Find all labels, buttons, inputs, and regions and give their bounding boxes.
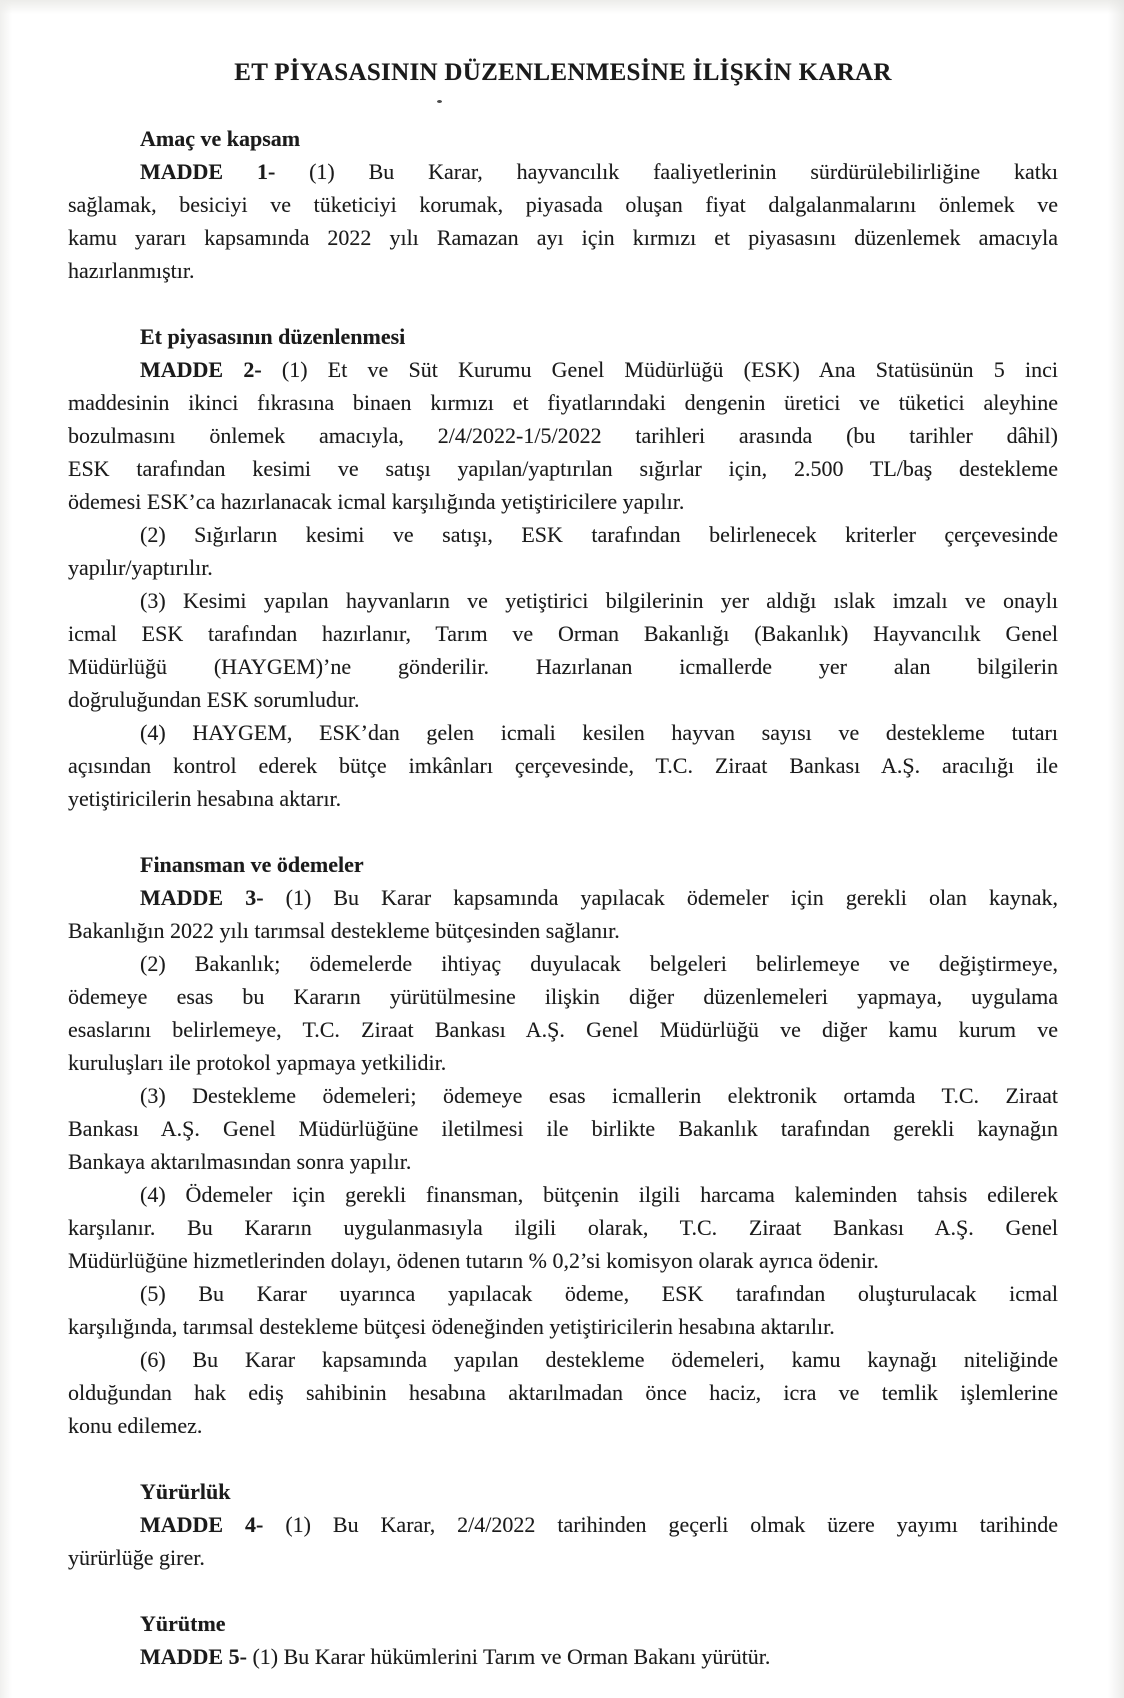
scan-edge-top	[0, 0, 1124, 14]
paragraph-line: sağlamak, besiciyi ve tüketiciyi korumak, piyasada oluşan fiyat dalgalanmalarını önlemek ve	[68, 192, 1058, 217]
paragraph	[68, 1640, 1058, 1673]
paragraph-line: (5) Bu Karar uyarınca yapılacak ödeme, ESK tarafından oluşturulacak icmal	[140, 1281, 1058, 1306]
paragraph-line: yürürlüğe girer.	[68, 1545, 205, 1570]
paragraph-line: (6) Bu Karar kapsamında yapılan destekleme ödemeleri, kamu kaynağı niteliğinde	[140, 1347, 1058, 1372]
paragraph-line: Müdürlüğüne hizmetlerinden dolayı, ödenen tutarın % 0,2’si komisyon olarak ayrıca ödenir.	[68, 1248, 879, 1273]
madde-label: MADDE 4-	[140, 1512, 264, 1537]
paragraph	[68, 518, 1058, 584]
paragraph	[68, 1277, 1058, 1343]
paragraph-line: ödemeye esas bu Kararın yürütülmesine ilişkin diğer düzenlemeleri yapmaya, uygulama	[68, 984, 1058, 1009]
paragraph-line: (4) HAYGEM, ESK’dan gelen icmali kesilen hayvan sayısı ve destekleme tutarı	[140, 720, 1058, 745]
paragraph-line: kamu yararı kapsamında 2022 yılı Ramazan ayı için kırmızı et piyasasını düzenlemek amacıyla	[68, 225, 1058, 250]
paragraph-line	[68, 155, 1058, 188]
paragraph-line: açısından kontrol ederek bütçe imkânları çerçevesinde, T.C. Ziraat Bankası A.Ş. aracılığı ile	[68, 753, 1058, 778]
paragraph-line: yapılır/yaptırılır.	[68, 555, 213, 580]
paragraph	[68, 716, 1058, 815]
document-page	[68, 56, 1058, 1673]
madde-label: MADDE 3-	[140, 885, 264, 910]
paragraph-line: doğruluğundan ESK sorumludur.	[68, 687, 360, 712]
paragraph-line	[68, 1508, 1058, 1541]
line-text: (1) Bu Karar hükümlerini Tarım ve Orman Bakanı yürütür.	[252, 1644, 771, 1669]
paragraph-line: Bankası A.Ş. Genel Müdürlüğüne iletilmesi ile birlikte Bakanlık tarafından gerekli kaynağın	[68, 1116, 1058, 1141]
paragraph-line: ödemesi ESK’ca hazırlanacak icmal karşılığında yetiştiricilere yapılır.	[68, 489, 685, 514]
paragraph-line: bozulmasını önlemek amacıyla, 2/4/2022-1/5/2022 tarihleri arasında (bu tarihler dâhil)	[68, 423, 1058, 448]
section-heading: Yürürlük	[140, 1479, 231, 1504]
paragraph-line: (2) Sığırların kesimi ve satışı, ESK tarafından belirlenecek kriterler çerçevesinde	[140, 522, 1058, 547]
line-text: (1) Bu Karar, 2/4/2022 tarihinden geçerli olmak üzere yayımı tarihinde	[285, 1512, 1058, 1537]
line-text: (1) Et ve Süt Kurumu Genel Müdürlüğü (ESK) Ana Statüsünün 5 inci	[281, 357, 1058, 382]
paragraph-line	[68, 1640, 1058, 1673]
paragraph	[68, 1343, 1058, 1442]
document-title: ET PİYASASININ DÜZENLENMESİNE İLİŞKİN KARAR	[234, 59, 892, 86]
section-heading: Finansman ve ödemeler	[140, 852, 364, 877]
paragraph	[68, 947, 1058, 1079]
paragraph-line: icmal ESK tarafından hazırlanır, Tarım ve Orman Bakanlığı (Bakanlık) Hayvancılık Genel	[68, 621, 1058, 646]
paragraph-line: ESK tarafından kesimi ve satışı yapılan/yaptırılan sığırlar için, 2.500 TL/baş destekleme	[68, 456, 1058, 481]
paragraph	[68, 881, 1058, 947]
paragraph	[68, 1178, 1058, 1277]
paragraph-line: maddesinin ikinci fıkrasına binaen kırmızı et fiyatlarındaki dengenin üretici ve tüketici aleyhine	[68, 390, 1058, 415]
paragraph-line: olduğundan hak ediş sahibinin hesabına aktarılmadan önce haciz, icra ve temlik işlemlerine	[68, 1380, 1058, 1405]
line-text: (1) Bu Karar, hayvancılık faaliyetlerinin sürdürülebilirliğine katkı	[309, 159, 1058, 184]
document-body	[68, 122, 1058, 1673]
scan-edge-left	[0, 0, 12, 1698]
paragraph-line: (3) Destekleme ödemeleri; ödemeye esas icmallerin elektronik ortamda T.C. Ziraat	[140, 1083, 1058, 1108]
paragraph-line	[68, 881, 1058, 914]
madde-label: MADDE 2-	[140, 357, 262, 382]
line-text: (1) Bu Karar kapsamında yapılacak ödemeler için gerekli olan kaynak,	[285, 885, 1058, 910]
paragraph-line: yetiştiricilerin hesabına aktarır.	[68, 786, 342, 811]
paragraph-line: (3) Kesimi yapılan hayvanların ve yetiştirici bilgilerinin yer aldığı ıslak imzalı ve onaylı	[140, 588, 1058, 613]
paragraph-line: Bakanlığın 2022 yılı tarımsal destekleme bütçesinden sağlanır.	[68, 918, 620, 943]
paragraph-line: konu edilemez.	[68, 1413, 203, 1438]
paragraph-line: (2) Bakanlık; ödemelerde ihtiyaç duyulacak belgeleri belirlemeye ve değiştirmeye,	[140, 951, 1058, 976]
paragraph-line: karşılanır. Bu Kararın uygulanmasıyla ilgili olarak, T.C. Ziraat Bankası A.Ş. Genel	[68, 1215, 1058, 1240]
paragraph-line: esaslarını belirlemeye, T.C. Ziraat Bankası A.Ş. Genel Müdürlüğü ve diğer kamu kurum ve	[68, 1017, 1058, 1042]
paragraph	[68, 584, 1058, 716]
paragraph	[68, 1079, 1058, 1178]
paragraph-line: hazırlanmıştır.	[68, 258, 195, 283]
section-heading: Amaç ve kapsam	[140, 126, 301, 151]
paragraph	[68, 155, 1058, 287]
paragraph-line: Müdürlüğü (HAYGEM)’ne gönderilir. Hazırlanan icmallerde yer alan bilgilerin	[68, 654, 1058, 679]
madde-label: MADDE 1-	[140, 159, 276, 184]
scan-edge-right	[1108, 0, 1124, 1698]
paragraph-line	[68, 353, 1058, 386]
paragraph	[68, 353, 1058, 518]
section-heading: Et piyasasının düzenlenmesi	[140, 324, 406, 349]
paragraph	[68, 1508, 1058, 1574]
paragraph-line: kuruluşları ile protokol yapmaya yetkilidir.	[68, 1050, 447, 1075]
paragraph-line: (4) Ödemeler için gerekli finansman, bütçenin ilgili harcama kaleminden tahsis edilerek	[140, 1182, 1058, 1207]
madde-label: MADDE 5-	[140, 1644, 247, 1669]
section-heading: Yürütme	[140, 1611, 226, 1636]
paragraph-line: karşılığında, tarımsal destekleme bütçesi ödeneğinden yetiştiricilerin hesabına aktarılır.	[68, 1314, 835, 1339]
paragraph-line: Bankaya aktarılmasından sonra yapılır.	[68, 1149, 412, 1174]
